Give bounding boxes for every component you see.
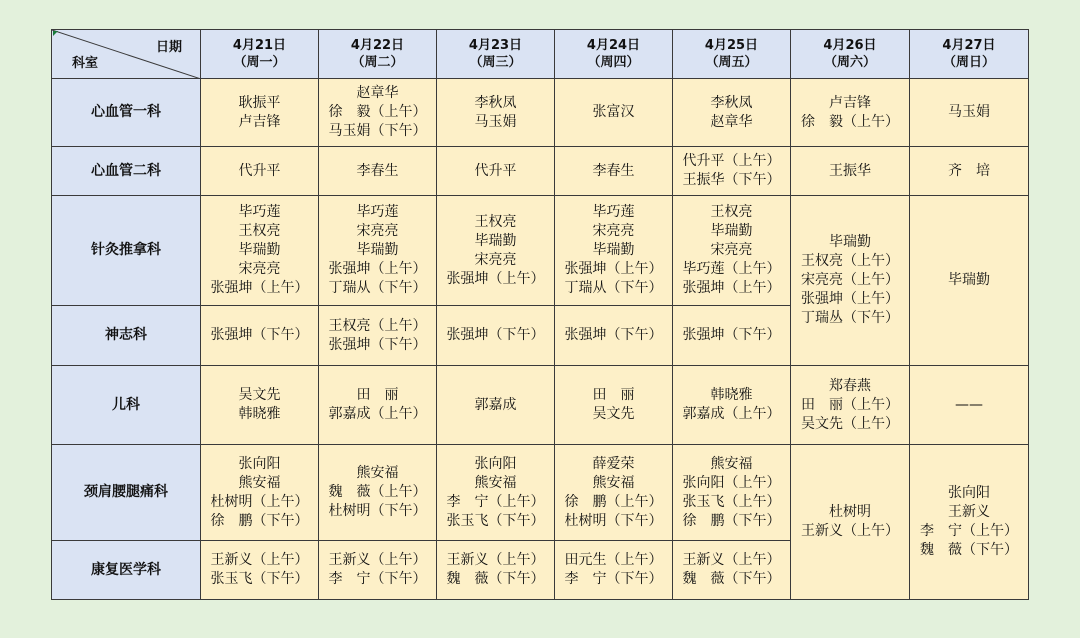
duty-cell: [555, 196, 673, 306]
day-weekday: （周四）: [587, 55, 640, 70]
staff-entry: 李春生: [592, 162, 635, 179]
staff-entry: 毕巧莲: [238, 204, 281, 220]
department-name: 心血管二科: [52, 147, 201, 196]
staff-entry: 李春生: [356, 162, 399, 179]
staff-entry: 熊安福: [238, 474, 281, 491]
staff-entry: 熊安福: [356, 465, 399, 481]
staff-entry: 马玉娟: [948, 104, 990, 120]
duty-cell-merged: [791, 196, 910, 366]
staff-entry: 毕巧莲: [592, 204, 635, 220]
duty-cell: [673, 366, 791, 445]
day-date: 4月26日: [823, 38, 877, 53]
staff-entry: 张强坤（下午）: [328, 336, 427, 353]
staff-entry: 杜树明（下午）: [328, 503, 427, 519]
duty-cell: [437, 541, 555, 600]
staff-entry: 毕巧莲: [356, 204, 399, 220]
staff-entry: 宋亮亮: [592, 223, 635, 239]
staff-entry: 熊安福: [474, 474, 517, 491]
duty-cell-merged: [791, 445, 910, 600]
staff-entry: 张玉飞（下午）: [210, 571, 309, 587]
day-header: [555, 30, 673, 79]
staff-entry: 齐 培: [948, 162, 990, 179]
corner-header: [52, 30, 201, 79]
staff-entry: 张强坤（上午）: [210, 280, 309, 296]
duty-cell: [201, 445, 319, 541]
day-weekday: （周六）: [823, 55, 876, 70]
day-header: [791, 30, 910, 79]
staff-entry: 张强坤（上午）: [446, 270, 545, 287]
day-date: 4月23日: [468, 38, 523, 53]
day-weekday: （周日）: [942, 55, 995, 70]
staff-entry: 毕巧莲（上午）: [682, 261, 781, 277]
staff-entry: 代升平: [238, 162, 281, 179]
staff-entry: 王新义（上午）: [446, 552, 545, 568]
duty-cell: [319, 445, 437, 541]
staff-entry: 张玉飞（上午）: [682, 493, 781, 510]
staff-entry: 田 丽（上午）: [801, 396, 899, 413]
staff-entry: 魏 薇（下午）: [682, 571, 781, 587]
staff-entry: 张富汉: [592, 104, 635, 120]
date-label: 日期: [155, 40, 182, 55]
row-pediatrics: [52, 366, 1029, 445]
duty-cell: [673, 79, 791, 147]
staff-entry: 魏 薇（上午）: [328, 484, 427, 500]
duty-schedule-table: [51, 29, 1029, 600]
staff-entry: 徐 毅（上午）: [801, 113, 899, 130]
staff-entry: 代升平: [474, 162, 517, 179]
duty-cell: [673, 541, 791, 600]
staff-entry: 宋亮亮: [710, 242, 753, 258]
staff-entry: 郭嘉成: [474, 396, 517, 413]
staff-entry: 毕瑞勤: [829, 234, 871, 250]
staff-entry: ——: [955, 396, 983, 413]
staff-entry: 王振华: [829, 162, 871, 179]
cell-marker-icon: [53, 31, 58, 36]
staff-entry: 王新义（上午）: [210, 552, 309, 568]
staff-entry: 徐 鹏（下午）: [682, 512, 781, 529]
staff-entry: 丁瑞从（下午）: [564, 280, 663, 296]
staff-entry: 熊安福: [592, 474, 635, 491]
staff-entry: 王权亮: [474, 213, 517, 230]
duty-cell: [319, 196, 437, 306]
staff-entry: 杜树明（上午）: [210, 493, 309, 510]
department-name: 康复医学科: [52, 541, 201, 600]
staff-entry: 丁瑞从（下午）: [328, 280, 427, 296]
staff-entry: 徐 毅（上午）: [328, 104, 427, 120]
day-header: [201, 30, 319, 79]
staff-entry: 张强坤（上午）: [328, 261, 427, 277]
staff-entry: 代升平（上午）: [682, 153, 781, 169]
row-spine: [52, 445, 1029, 541]
staff-entry: 薛爱荣: [592, 455, 635, 472]
staff-entry: 卢吉锋: [829, 94, 871, 111]
staff-entry: 宋亮亮: [474, 251, 517, 268]
staff-entry: 张强坤（下午）: [682, 327, 781, 343]
staff-entry: 毕瑞勤: [474, 232, 517, 249]
day-weekday: （周一）: [233, 55, 286, 70]
staff-entry: 马玉娟: [474, 113, 517, 130]
staff-entry: 魏 薇（下午）: [920, 542, 1018, 558]
staff-entry: 耿振平: [238, 94, 281, 111]
day-header: [673, 30, 791, 79]
day-header: [910, 30, 1029, 79]
staff-entry: 张向阳: [474, 455, 517, 472]
staff-entry: 王权亮（上午）: [801, 253, 899, 269]
row-cardio1: [52, 79, 1029, 147]
day-weekday: （周三）: [469, 55, 522, 70]
duty-cell: [791, 79, 910, 147]
staff-entry: 王新义（上午）: [801, 523, 899, 539]
duty-cell: [791, 147, 910, 196]
staff-entry: 张强坤（下午）: [564, 327, 663, 343]
staff-entry: 杜树明: [829, 504, 871, 520]
duty-cell: [319, 306, 437, 366]
staff-entry: 马玉娟（下午）: [328, 123, 427, 139]
staff-entry: 王新义（上午）: [328, 552, 427, 568]
staff-entry: 张强坤（上午）: [564, 261, 663, 277]
duty-cell: [201, 79, 319, 147]
staff-entry: 毕瑞勤: [710, 223, 753, 239]
staff-entry: 丁瑞丛（下午）: [801, 310, 899, 326]
duty-cell: [555, 366, 673, 445]
staff-entry: 毕瑞勤: [238, 242, 281, 258]
duty-cell: [437, 445, 555, 541]
staff-entry: 李秋凤: [710, 94, 753, 111]
duty-cell: [201, 366, 319, 445]
duty-cell: [555, 79, 673, 147]
staff-entry: 王振华（下午）: [682, 172, 781, 188]
row-cardio2: [52, 147, 1029, 196]
staff-entry: 李 宁（上午）: [446, 493, 545, 510]
staff-entry: 李 宁（下午）: [564, 571, 663, 587]
staff-entry: 郭嘉成（上午）: [682, 406, 781, 422]
duty-cell: [319, 147, 437, 196]
staff-entry: 熊安福: [710, 455, 753, 472]
day-header: [437, 30, 555, 79]
staff-entry: 张向阳: [238, 455, 281, 472]
staff-entry: 宋亮亮: [238, 261, 281, 277]
day-date: 4月22日: [350, 38, 405, 53]
staff-entry: 宋亮亮: [356, 223, 399, 239]
staff-entry: 毕瑞勤: [592, 242, 635, 258]
duty-cell: [201, 541, 319, 600]
department-name: 儿科: [52, 366, 201, 445]
duty-cell: [437, 147, 555, 196]
duty-cell: [437, 79, 555, 147]
staff-entry: 毕瑞勤: [948, 272, 990, 288]
staff-entry: 王权亮（上午）: [328, 317, 427, 334]
staff-entry: 吴文先: [592, 406, 635, 422]
staff-entry: 田 丽: [592, 387, 635, 403]
row-acupuncture: [52, 196, 1029, 306]
duty-cell: [673, 196, 791, 306]
staff-entry: 卢吉锋: [238, 113, 281, 130]
staff-entry: 张玉飞（下午）: [446, 512, 545, 529]
department-name: 针灸推拿科: [52, 196, 201, 306]
staff-entry: 韩晓雅: [710, 387, 753, 403]
day-date: 4月21日: [232, 38, 287, 53]
day-header: [319, 30, 437, 79]
duty-cell: [673, 147, 791, 196]
duty-cell: [555, 147, 673, 196]
staff-entry: 张向阳（上午）: [682, 474, 781, 491]
staff-entry: 王新义（上午）: [682, 552, 781, 568]
day-date: 4月24日: [586, 38, 641, 53]
staff-entry: 王权亮: [710, 204, 753, 220]
duty-cell: [319, 366, 437, 445]
staff-entry: 张向阳: [948, 485, 990, 501]
day-weekday: （周二）: [351, 55, 404, 70]
duty-cell: [319, 541, 437, 600]
staff-entry: 张强坤（下午）: [446, 327, 545, 343]
staff-entry: 徐 鹏（下午）: [210, 512, 309, 529]
duty-cell: [673, 306, 791, 366]
staff-entry: 李 宁（上午）: [920, 523, 1018, 539]
duty-cell: [201, 196, 319, 306]
staff-entry: 郑春燕: [829, 377, 871, 394]
duty-cell-merged: [910, 445, 1029, 600]
day-date: 4月27日: [942, 38, 996, 53]
staff-entry: 魏 薇（下午）: [446, 571, 545, 587]
staff-entry: 李秋凤: [474, 94, 517, 111]
duty-cell: [910, 366, 1029, 445]
staff-entry: 李 宁（下午）: [328, 571, 427, 587]
department-label: 科室: [72, 56, 99, 71]
staff-entry: 毕瑞勤: [356, 242, 399, 258]
staff-entry: 徐 鹏（上午）: [564, 493, 663, 510]
staff-entry: 张强坤（上午）: [682, 280, 781, 296]
duty-cell: [201, 306, 319, 366]
staff-entry: 赵章华: [710, 113, 753, 130]
staff-entry: 王新义: [948, 504, 990, 520]
duty-cell: [555, 541, 673, 600]
staff-entry: 韩晓雅: [238, 406, 281, 422]
duty-cell: [437, 306, 555, 366]
staff-entry: 张强坤（上午）: [801, 291, 899, 307]
duty-cell: [437, 196, 555, 306]
day-weekday: （周五）: [705, 55, 758, 70]
duty-cell: [555, 306, 673, 366]
department-name: 神志科: [52, 306, 201, 366]
staff-entry: 王权亮: [238, 223, 281, 239]
staff-entry: 杜树明（下午）: [564, 512, 663, 529]
staff-entry: 宋亮亮（上午）: [801, 272, 899, 288]
duty-cell: [791, 366, 910, 445]
duty-cell: [319, 79, 437, 147]
duty-cell: [910, 147, 1029, 196]
staff-entry: 吴文先（上午）: [801, 415, 899, 432]
duty-cell: [673, 445, 791, 541]
staff-entry: 张强坤（下午）: [210, 327, 309, 343]
duty-cell-merged: [910, 196, 1029, 366]
day-date: 4月25日: [704, 38, 759, 53]
staff-entry: 郭嘉成（上午）: [328, 406, 427, 422]
staff-entry: 田元生（上午）: [564, 552, 663, 568]
staff-entry: 赵章华: [356, 85, 399, 101]
duty-cell: [201, 147, 319, 196]
duty-cell: [555, 445, 673, 541]
duty-cell: [437, 366, 555, 445]
staff-entry: 田 丽: [356, 387, 399, 403]
staff-entry: 吴文先: [238, 387, 281, 403]
department-name: 心血管一科: [52, 79, 201, 147]
duty-cell: [910, 79, 1029, 147]
department-name: 颈肩腰腿痛科: [52, 445, 201, 541]
